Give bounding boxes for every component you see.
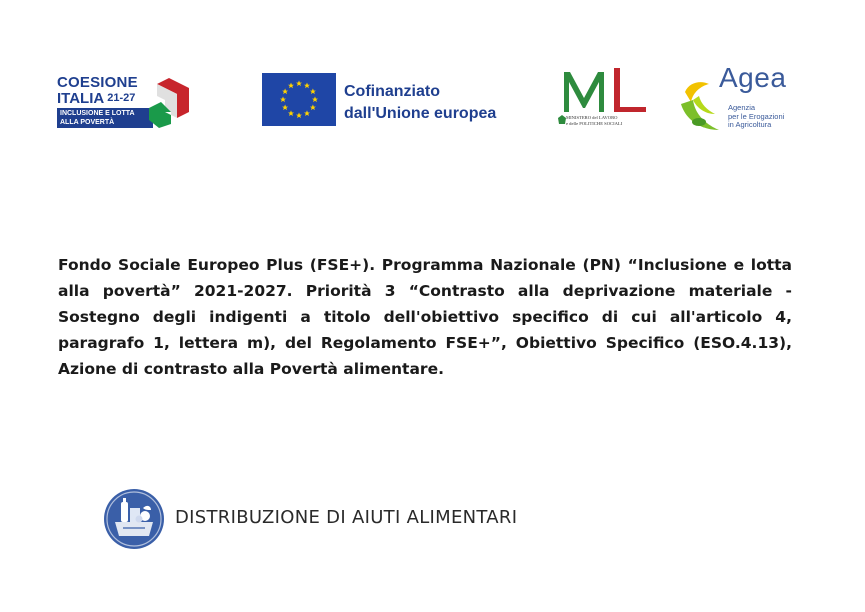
eu-logo-line2: dall'Unione europea xyxy=(344,105,497,122)
ministero-caption-line1: MINISTERO del LAVORO xyxy=(566,115,618,120)
ministero-caption-line2: e delle POLITICHE SOCIALI xyxy=(566,121,623,126)
coesione-band-line1: INCLUSIONE E LOTTA xyxy=(60,110,135,117)
coesione-logo-band xyxy=(57,108,153,128)
ministero-ml-icon xyxy=(558,64,653,116)
agea-sub-line3: in Agricoltura xyxy=(728,120,772,129)
food-basket-icon xyxy=(103,488,165,550)
agea-subtitle xyxy=(728,104,784,130)
ministero-lavoro-logo xyxy=(558,64,653,136)
ministero-caption xyxy=(566,115,656,127)
coesione-logo-years: 21-27 xyxy=(107,92,136,104)
coesione-logo-line2 xyxy=(57,90,135,107)
ministero-emblem-icon xyxy=(558,115,566,125)
program-description: Fondo Sociale Europeo Plus (FSE+). Programma Nazionale (PN) “Inclusione e lotta alla povertà” 2021-2027. Priorità 3 “Contrasto alla deprivazione materiale - Sostegno degli indigenti a titolo dell'obiettivo specifico di cui all'articolo 4, paragrafo 1, lettera m), del Regolamento FSE+”, Obiettivo Specifico (ESO.4.13), Azione di contrasto alla Povertà alimentare. xyxy=(58,256,792,378)
agea-leaf-icon xyxy=(679,78,727,136)
coesione-logo-line1: COESIONE xyxy=(57,74,138,91)
eu-flag-icon xyxy=(262,73,336,126)
agea-wordmark: Agea xyxy=(719,62,787,93)
agea-sub-line2: per le Erogazioni xyxy=(728,111,785,121)
coesione-chevron-icon xyxy=(149,78,193,128)
coesione-band-line2: ALLA POVERTÀ xyxy=(60,119,115,126)
eu-cofinanced-logo xyxy=(262,73,507,129)
coesione-italia-logo xyxy=(57,74,193,130)
agea-logo xyxy=(679,62,799,138)
distribution-label: DISTRIBUZIONE DI AIUTI ALIMENTARI xyxy=(175,507,518,528)
agea-sub-line1: Agenzia xyxy=(728,103,756,112)
eu-logo-line1: Cofinanziato xyxy=(344,83,440,100)
eu-logo-text xyxy=(344,81,496,125)
coesione-logo-italia: ITALIA xyxy=(57,90,105,107)
